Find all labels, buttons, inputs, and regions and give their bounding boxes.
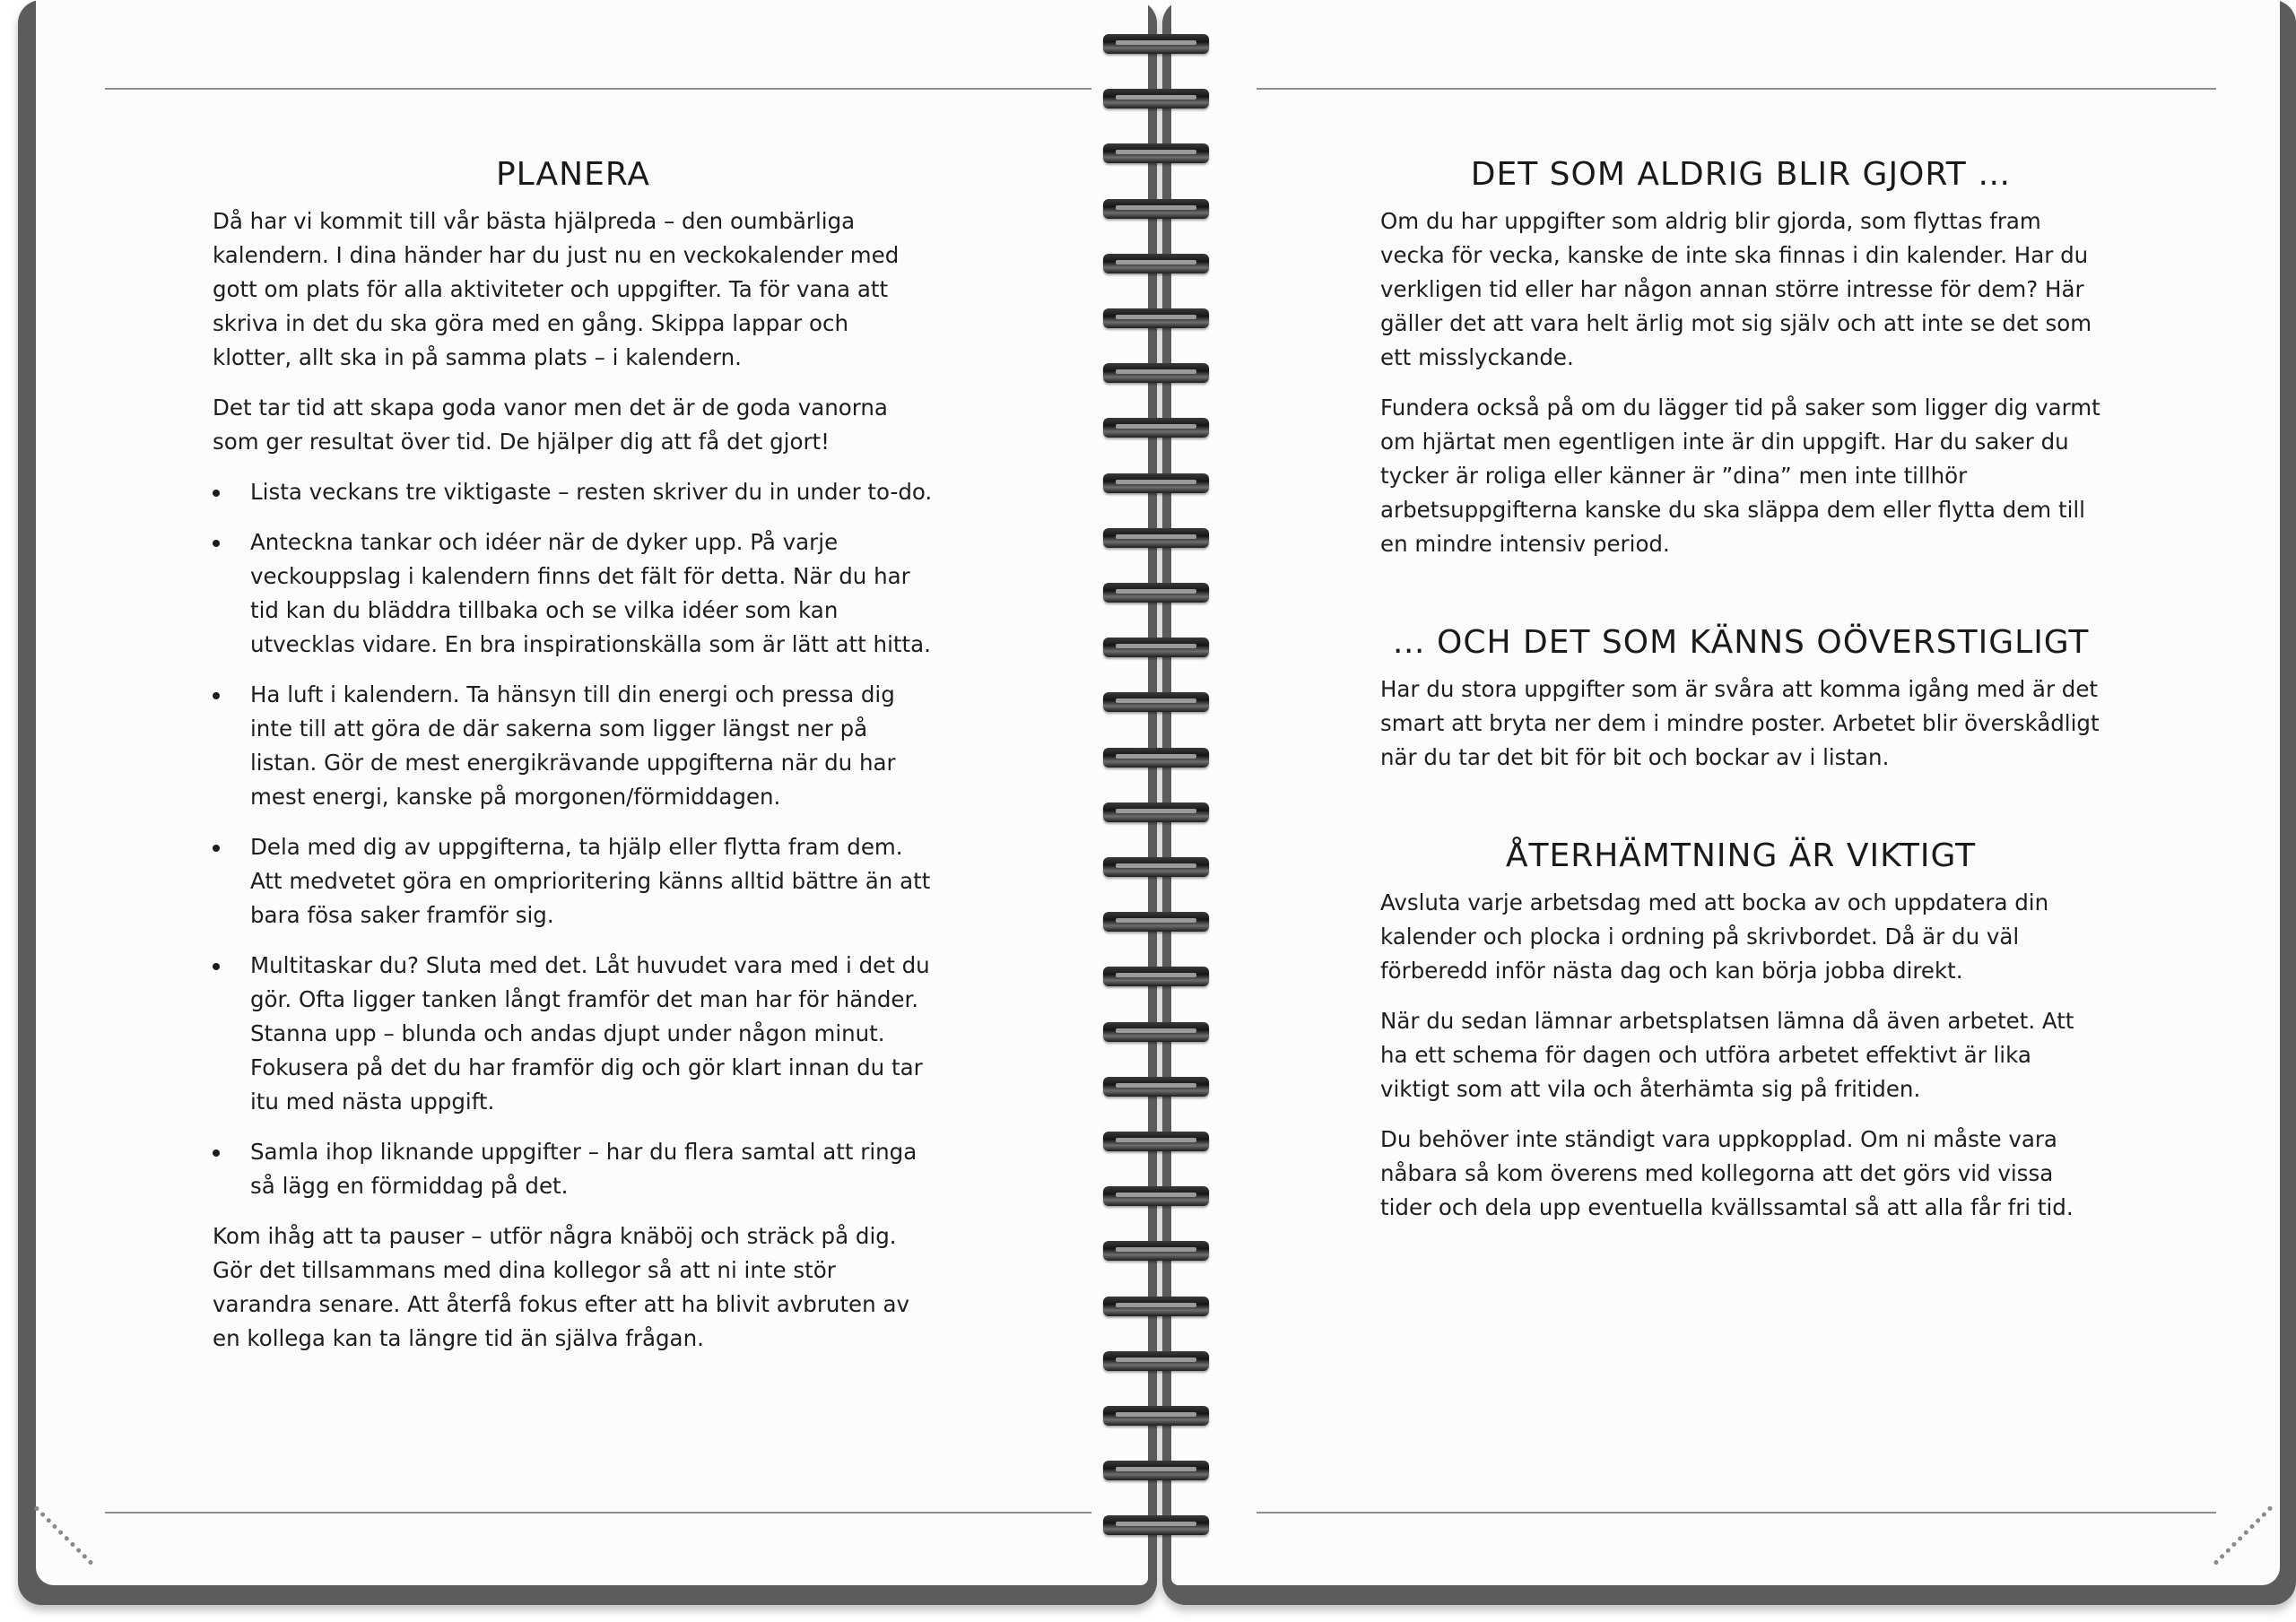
body-paragraph: Du behöver inte ständigt vara uppkopplad. Om ni måste vara nåbara så kom överens med kollegorna att det görs vid vissa tider och dela upp eventuella kvällssamtal så att alla får fri tid. — [1380, 1126, 2074, 1220]
bottom-rule — [105, 1512, 1091, 1514]
outro-paragraph: Kom ihåg att ta pauser – utför några knäböj och sträck på dig. Gör det tillsammans med dina kollegor så att ni inte stör varandra senare. Att återfå fokus efter att ha blivit avbruten av en kollega kan ta längre tid än själva frågan. — [213, 1223, 909, 1351]
left-page-content — [213, 154, 934, 1372]
binding-coil-loop — [1103, 857, 1209, 877]
body-paragraph: Om du har uppgifter som aldrig blir gjorda, som flyttas fram vecka för vecka, kanske de inte ska finnas i din kalender. Har du verkligen tid eller har någon annan större intresse för dem? Här gäller det att vara helt ärlig mot sig själv och att inte se det som ett misslyckande. — [1380, 208, 2092, 370]
page-corner-dots — [2213, 1505, 2273, 1566]
list-item: Multitaskar du? Sluta med det. Låt huvudet vara med i det du gör. Ofta ligger tanken långt framför det man har för händer. Stanna upp – blunda och andas djupt under någon minut. Fokusera på det du har framför dig och gör klart innan du tar itu med nästa uppgift. — [213, 949, 934, 1119]
body-paragraph: Avsluta varje arbetsdag med att bocka av och uppdatera din kalender och plocka i ordning på skrivbordet. Då är du väl förberedd inför nästa dag och kan börja jobba direkt. — [1380, 889, 2049, 984]
binding-coil-loop — [1103, 199, 1209, 219]
binding-coil-loop — [1103, 143, 1209, 163]
right-page-content — [1380, 154, 2101, 1241]
top-rule — [1257, 88, 2216, 90]
binding-coil-loop — [1103, 308, 1209, 328]
binding-coil-loop — [1103, 912, 1209, 932]
binding-coil-loop — [1103, 1351, 1209, 1371]
body-paragraph: När du sedan lämnar arbetsplatsen lämna då även arbetet. Att ha ett schema för dagen och utföra arbetet effektivt är lika viktigt som att vila och återhämta sig på fritiden. — [1380, 1008, 2074, 1102]
intro-paragraph: Det tar tid att skapa goda vanor men det är de goda vanorna som ger resultat över tid. De hjälper dig att få det gjort! — [213, 395, 888, 455]
bottom-rule — [1257, 1512, 2216, 1514]
section-spacer — [1380, 577, 2101, 622]
list-item: Lista veckans tre viktigaste – resten skriver du in under to-do. — [213, 475, 934, 509]
binding-coil-loop — [1103, 1406, 1209, 1426]
section-heading-planera: PLANERA — [495, 156, 651, 193]
binding-coil-loop — [1103, 1132, 1209, 1151]
list-item: Ha luft i kalendern. Ta hänsyn till din energi och pressa dig inte till att göra de där sakerna som ligger längst ner på listan. Gör de mest energikrävande uppgifterna när du har mest energi, kanske på morgonen/förmiddagen. — [213, 678, 934, 814]
binding-coil-loop — [1103, 1515, 1209, 1535]
section-heading-aterhamtning: ÅTERHÄMTNING ÄR VIKTIGT — [1505, 837, 1977, 874]
binding-coil-loop — [1103, 34, 1209, 54]
binding-coil-loop — [1103, 692, 1209, 712]
binding-coil-loop — [1103, 473, 1209, 493]
binding-coil-loop — [1103, 1297, 1209, 1316]
top-rule — [105, 88, 1091, 90]
binding-coil-loop — [1103, 254, 1209, 273]
list-item: Dela med dig av uppgifterna, ta hjälp eller flytta fram dem. Att medvetet göra en omprioritering känns alltid bättre än att bara fösa saker framför sig. — [213, 830, 934, 932]
binding-coil-loop — [1103, 967, 1209, 986]
binding-coil-loop — [1103, 1186, 1209, 1206]
binding-coil-loop — [1103, 748, 1209, 768]
section-heading-overstigligt: … OCH DET SOM KÄNNS OÖVERSTIGLIGT — [1392, 624, 2090, 661]
body-paragraph: Fundera också på om du lägger tid på saker som ligger dig varmt om hjärtat men egentligen inte är din uppgift. Har du saker du tycker är roliga eller känner är ”dina” men inte tillhör arbetsuppgifterna kanske du ska släppa dem eller flytta dem till en mindre intensiv period. — [1380, 395, 2100, 557]
binding-coil-loop — [1103, 1241, 1209, 1261]
binding-coil-loop — [1103, 418, 1209, 438]
binding-coil-loop — [1103, 89, 1209, 108]
binding-coil-loop — [1103, 802, 1209, 822]
binding-coil-loop — [1103, 1022, 1209, 1042]
intro-paragraph: Då har vi kommit till vår bästa hjälpreda – den oumbärliga kalendern. I dina händer har du just nu en veckokalender med gott om plats för alla aktiviteter och uppgifter. Ta för vana att skriva in det du ska göra med en gång. Skippa lappar och klotter, allt ska in på samma plats – i kalendern. — [213, 208, 900, 370]
list-item: Samla ihop liknande uppgifter – har du flera samtal att ringa så lägg en förmiddag på det. — [213, 1135, 934, 1203]
binding-coil-loop — [1103, 1461, 1209, 1480]
binding-coil-loop — [1103, 363, 1209, 383]
page-corner-dots — [33, 1505, 93, 1566]
section-spacer — [1380, 791, 2101, 836]
binding-coil-loop — [1103, 1077, 1209, 1097]
binding-coil-loop — [1103, 583, 1209, 603]
binding-coil-loop — [1103, 638, 1209, 657]
list-item: Anteckna tankar och idéer när de dyker upp. På varje veckouppslag i kalendern finns det fält för detta. När du har tid kan du bläddra tillbaka och se vilka idéer som kan utvecklas vidare. En bra inspirationskälla som är lätt att hitta. — [213, 525, 934, 662]
section-heading-aldrig-gjort: DET SOM ALDRIG BLIR GJORT … — [1470, 156, 2012, 193]
tips-list — [213, 475, 934, 1203]
binding-coil-loop — [1103, 528, 1209, 548]
body-paragraph: Har du stora uppgifter som är svåra att komma igång med är det smart att bryta ner dem i mindre poster. Arbetet blir överskådligt när du tar det bit för bit och bockar av i listan. — [1380, 676, 2100, 770]
